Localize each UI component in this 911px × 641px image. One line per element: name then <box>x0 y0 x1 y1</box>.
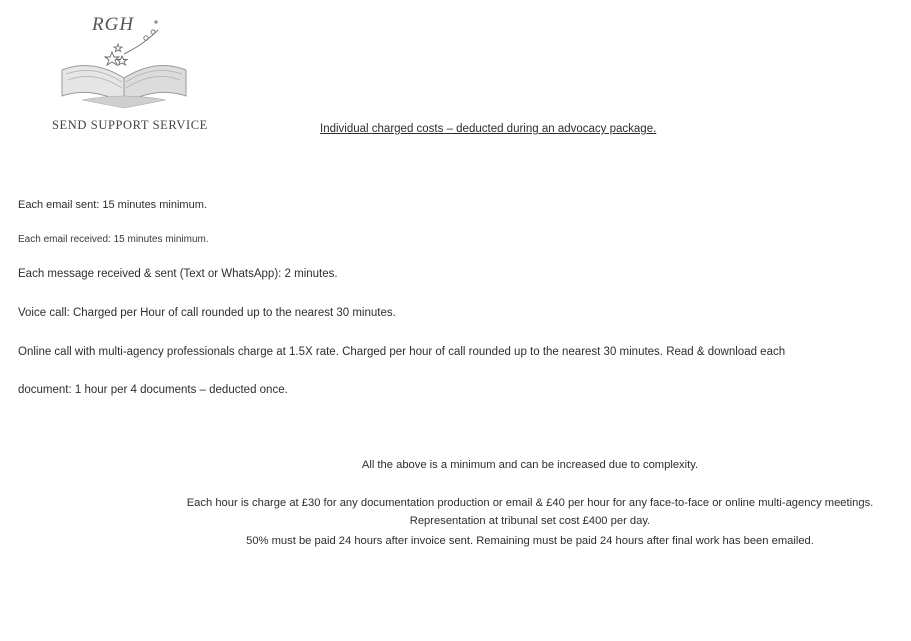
charge-document-read: document: 1 hour per 4 documents – deducted once. <box>18 384 288 396</box>
charge-online-call: Online call with multi-agency professionals charge at 1.5X rate. Charged per hour of call rounded up to the nearest 30 minutes. Read & download each <box>18 346 786 358</box>
note-hourly-rates <box>150 497 910 509</box>
note-payment-terms-text: 50% must be paid 24 hours after invoice sent. Remaining must be paid 24 hours after final work has been emailed. <box>246 535 814 547</box>
note-payment-terms <box>150 535 910 547</box>
logo-tagline: SEND SUPPORT SERVICE <box>52 118 208 132</box>
charge-email-received: Each email received: 15 minutes minimum. <box>18 234 209 245</box>
note-minimum-text: All the above is a minimum and can be increased due to complexity. <box>361 459 699 471</box>
document-title: Individual charged costs – deducted during an advocacy package. <box>320 123 657 135</box>
charge-message: Each message received & sent (Text or WhatsApp): 2 minutes. <box>18 268 338 280</box>
charge-email-sent: Each email sent: 15 minutes minimum. <box>18 199 207 211</box>
note-hourly-rates-text: Each hour is charge at £30 for any documentation production or email & £40 per hour for any face-to-face or online multi-agency meetings. <box>186 497 874 509</box>
note-tribunal <box>150 515 910 527</box>
note-minimum <box>150 459 910 471</box>
charge-voice-call: Voice call: Charged per Hour of call rounded up to the nearest 30 minutes. <box>18 307 396 319</box>
logo <box>52 8 208 138</box>
logo-initials: RGH <box>92 14 135 35</box>
note-tribunal-text: Representation at tribunal set cost £400 per day. <box>409 515 651 527</box>
